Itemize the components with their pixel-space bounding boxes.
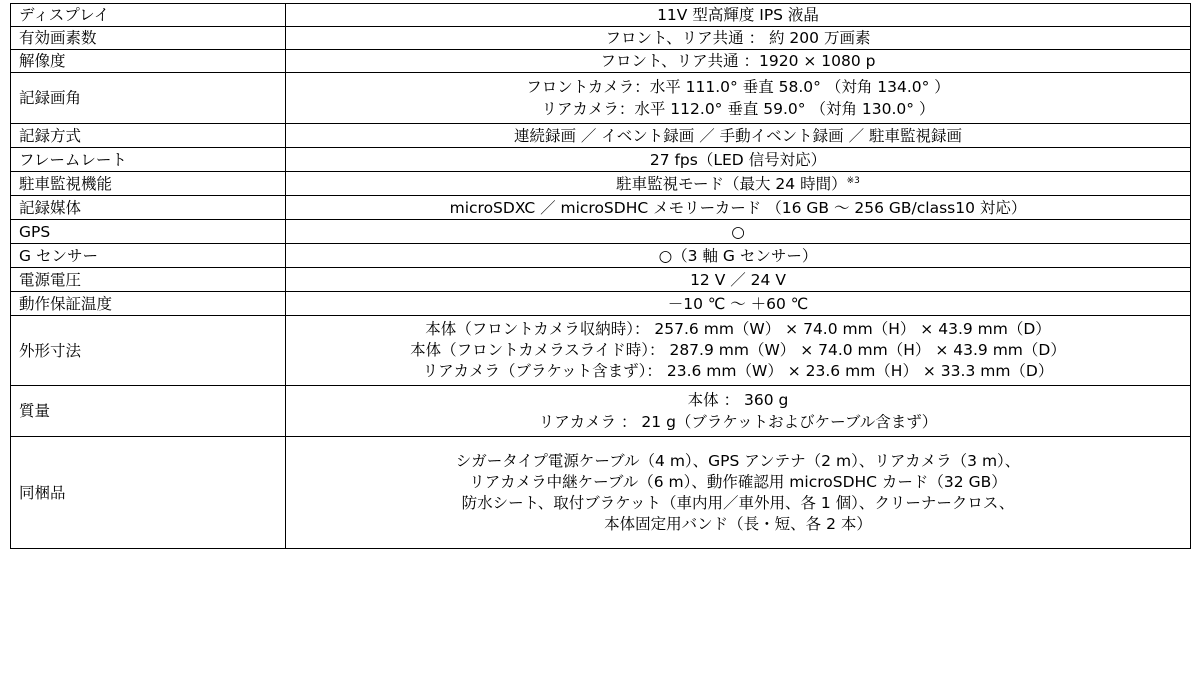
value-line — [286, 173, 1190, 195]
row-label: 動作保証温度 — [11, 292, 286, 316]
value-line: シガータイプ電源ケーブル（4 m）、GPS アンテナ（2 m）、リアカメラ（3 m）、 — [455, 451, 1021, 470]
value-line: フロント、リア共通 ：1920 × 1080 p — [600, 52, 876, 70]
value-line: 本体固定用バンド（長・短、各 2 本） — [604, 514, 872, 533]
table-row-g-sensor — [11, 244, 1191, 268]
value-line: リアカメラ ： 21 g（ブラケットおよびケーブル含まず） — [538, 413, 938, 431]
footnote-mark: ※3 — [846, 175, 860, 186]
table-row-parking-monitor — [11, 172, 1191, 196]
row-value — [286, 244, 1191, 268]
row-label: 解像度 — [11, 50, 286, 73]
row-label: フレームレート — [11, 148, 286, 172]
row-value — [286, 316, 1191, 386]
table-row-frame-rate — [11, 148, 1191, 172]
row-label: 記録媒体 — [11, 196, 286, 220]
table-row-gps — [11, 220, 1191, 244]
value-line: リアカメラ（ブラケット含まず）： 23.6 mm（W） × 23.6 mm（H） × 33.3 mm（D） — [422, 362, 1054, 380]
row-value — [286, 437, 1191, 549]
row-value — [286, 4, 1191, 27]
table-row-power-voltage — [11, 268, 1191, 292]
row-label: ディスプレイ — [11, 4, 286, 27]
row-value — [286, 172, 1191, 196]
value-line: リアカメラ：水平 112.0° 垂直 59.0° （対角 130.0° ） — [541, 100, 935, 118]
value-line: ○ — [731, 222, 745, 241]
table-row-included-items — [11, 437, 1191, 549]
row-value — [286, 292, 1191, 316]
value-line: フロントカメラ：水平 111.0° 垂直 58.0° （対角 134.0° ） — [526, 78, 950, 96]
row-label: 外形寸法 — [11, 316, 286, 386]
spec-table — [10, 3, 1191, 549]
value-line: 本体（フロントカメラ収納時）： 257.6 mm（W） × 74.0 mm（H） × 43.9 mm（D） — [425, 320, 1051, 338]
value-line: ○（3 軸 G センサー） — [658, 246, 818, 265]
row-value — [286, 196, 1191, 220]
value-line: －10 ℃ ～ ＋60 ℃ — [667, 294, 809, 313]
value-text: 駐車監視モード（最大 24 時間） — [616, 174, 847, 193]
row-label: 記録画角 — [11, 73, 286, 124]
row-label: 同梱品 — [11, 437, 286, 549]
table-row-dimensions — [11, 316, 1191, 386]
value-line: フロント、リア共通 ： 約 200 万画素 — [605, 29, 871, 47]
row-value — [286, 27, 1191, 50]
row-value — [286, 148, 1191, 172]
row-label: 電源電圧 — [11, 268, 286, 292]
value-line: 27 fps（LED 信号対応） — [649, 150, 827, 169]
value-line: 防水シート、取付ブラケット（車内用／車外用、各 1 個）、クリーナークロス、 — [461, 493, 1015, 512]
value-line: 連続録画 ／ イベント録画 ／ 手動イベント録画 ／ 駐車監視録画 — [513, 126, 963, 145]
value-line: 本体（フロントカメラスライド時）： 287.9 mm（W） × 74.0 mm（H） × 43.9 mm（D） — [410, 341, 1066, 359]
value-line: 11V 型高輝度 IPS 液晶 — [657, 6, 819, 24]
row-label: 駐車監視機能 — [11, 172, 286, 196]
table-row-recording-angle — [11, 73, 1191, 124]
row-label: 記録方式 — [11, 124, 286, 148]
value-line: リアカメラ中継ケーブル（6 m）、動作確認用 microSDHC カード（32 GB） — [469, 472, 1007, 491]
table-row-display — [11, 4, 1191, 27]
row-value — [286, 50, 1191, 73]
row-value — [286, 386, 1191, 437]
table-row-effective-pixels — [11, 27, 1191, 50]
table-row-recording-media — [11, 196, 1191, 220]
row-label: GPS — [11, 220, 286, 244]
row-value — [286, 124, 1191, 148]
table-row-recording-method — [11, 124, 1191, 148]
table-row-weight — [11, 386, 1191, 437]
value-line: 12 V ／ 24 V — [690, 270, 786, 289]
row-label: G センサー — [11, 244, 286, 268]
row-value — [286, 73, 1191, 124]
row-label: 質量 — [11, 386, 286, 437]
value-line: microSDXC ／ microSDHC メモリーカード （16 GB ～ 256 GB/class10 対応） — [449, 198, 1027, 217]
row-value — [286, 268, 1191, 292]
table-row-resolution — [11, 50, 1191, 73]
value-line: 本体 ： 360 g — [687, 391, 789, 409]
row-label: 有効画素数 — [11, 27, 286, 50]
row-value — [286, 220, 1191, 244]
table-row-operating-temperature — [11, 292, 1191, 316]
